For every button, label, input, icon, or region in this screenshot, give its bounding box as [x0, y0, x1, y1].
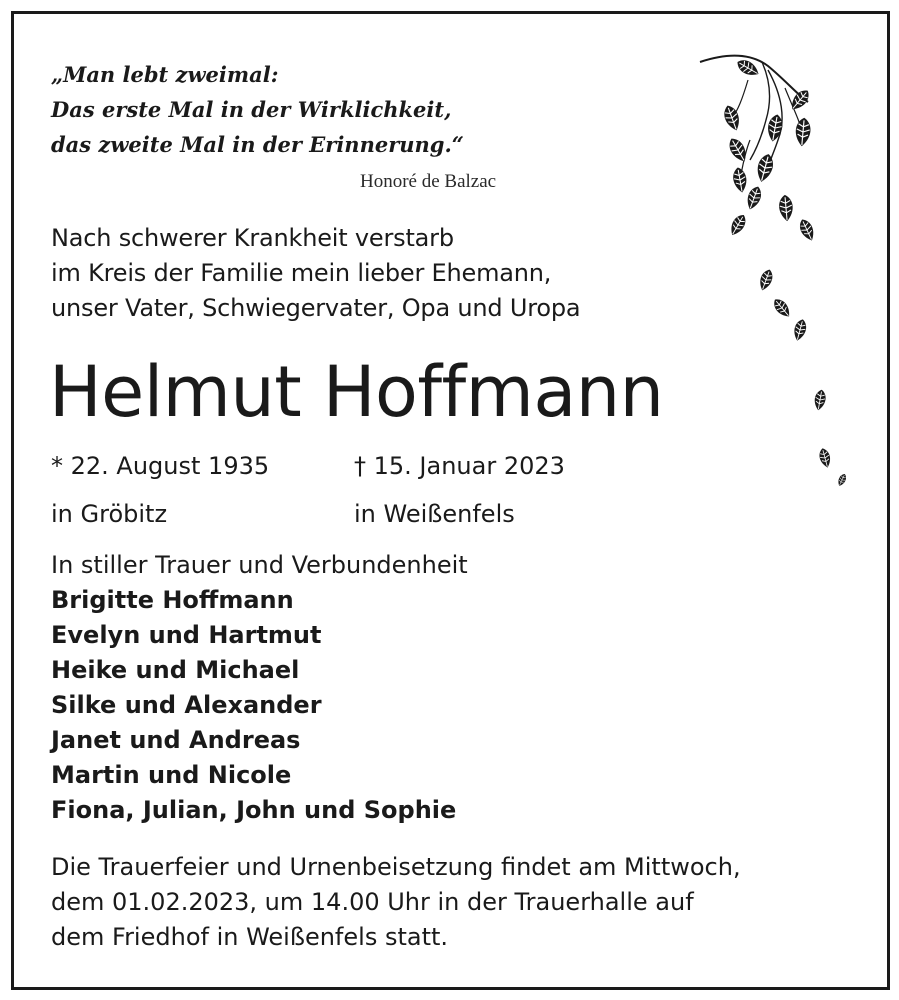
birth-date: * 22. August 1935	[51, 451, 270, 480]
death-place: in Weißenfels	[354, 499, 515, 528]
quote-line: Das erste Mal in der Wirklichkeit,	[51, 97, 452, 122]
deceased-name: Helmut Hoffmann	[49, 351, 664, 433]
service-line: dem 01.02.2023, um 14.00 Uhr in der Trauerhalle auf	[51, 888, 694, 916]
intro-line: im Kreis der Familie mein lieber Ehemann,	[51, 259, 552, 287]
death-date: † 15. Januar 2023	[354, 451, 565, 480]
quote-line: das zweite Mal in der Erinnerung.“	[51, 132, 464, 157]
places-row	[51, 490, 565, 538]
life-dates	[51, 442, 565, 538]
dates-row	[51, 442, 565, 490]
intro-text	[51, 221, 580, 326]
service-line: Die Trauerfeier und Urnenbeisetzung findet am Mittwoch,	[51, 853, 741, 881]
quote-line: „Man lebt zweimal:	[51, 62, 279, 87]
intro-line: Nach schwerer Krankheit verstarb	[51, 224, 454, 252]
mourners-block	[51, 548, 468, 828]
mourner-name: Heike und Michael	[51, 656, 300, 684]
quote-author: Honoré de Balzac	[360, 171, 497, 192]
mourner-name: Brigitte Hoffmann	[51, 586, 294, 614]
intro-line: unser Vater, Schwiegervater, Opa und Uropa	[51, 294, 581, 322]
mourner-name: Evelyn und Hartmut	[51, 621, 322, 649]
birth-place: in Gröbitz	[51, 499, 168, 528]
service-info	[51, 850, 741, 955]
mourner-name: Fiona, Julian, John und Sophie	[51, 796, 457, 824]
mourner-name: Janet und Andreas	[51, 726, 301, 754]
falling-leaves-icon	[690, 40, 865, 500]
mourner-name: Silke und Alexander	[51, 691, 322, 719]
quote-block	[51, 57, 464, 162]
service-line: dem Friedhof in Weißenfels statt.	[51, 923, 449, 951]
mourners-lead: In stiller Trauer und Verbundenheit	[51, 551, 468, 579]
mourner-name: Martin und Nicole	[51, 761, 292, 789]
